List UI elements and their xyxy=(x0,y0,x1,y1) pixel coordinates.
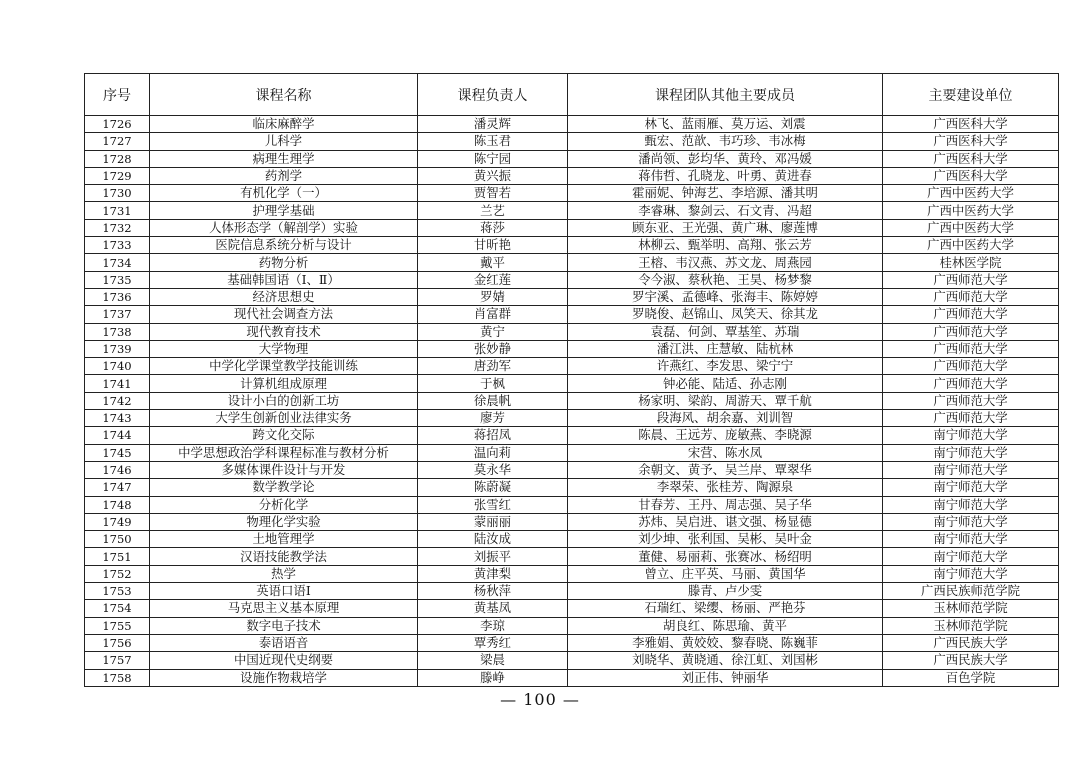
cell-course-leader: 徐晨帆 xyxy=(418,392,568,409)
cell-course-name: 病理生理学 xyxy=(150,150,418,167)
cell-institution: 广西中医药大学 xyxy=(883,185,1059,202)
cell-index: 1744 xyxy=(85,427,150,444)
cell-institution: 广西师范大学 xyxy=(883,375,1059,392)
cell-course-name: 临床麻醉学 xyxy=(150,116,418,133)
cell-index: 1747 xyxy=(85,479,150,496)
cell-course-name: 中学思想政治学科课程标准与教材分析 xyxy=(150,444,418,461)
cell-team-members: 段海风、胡余嘉、刘训智 xyxy=(568,410,883,427)
cell-course-leader: 黄兴振 xyxy=(418,167,568,184)
cell-course-leader: 滕峥 xyxy=(418,669,568,686)
cell-team-members: 许燕红、李发思、梁宁宁 xyxy=(568,358,883,375)
cell-index: 1753 xyxy=(85,583,150,600)
cell-index: 1728 xyxy=(85,150,150,167)
table-row xyxy=(85,271,1059,288)
cell-index: 1758 xyxy=(85,669,150,686)
cell-course-leader: 黄基凤 xyxy=(418,600,568,617)
cell-team-members: 霍丽妮、钟海艺、李培源、潘其明 xyxy=(568,185,883,202)
course-table-container xyxy=(84,73,1021,687)
cell-index: 1742 xyxy=(85,392,150,409)
cell-course-name: 现代教育技术 xyxy=(150,323,418,340)
cell-course-name: 儿科学 xyxy=(150,133,418,150)
cell-team-members: 董健、易丽莉、张赛冰、杨绍明 xyxy=(568,548,883,565)
cell-course-name: 护理学基础 xyxy=(150,202,418,219)
cell-team-members: 甘春芳、王丹、周志强、吴子华 xyxy=(568,496,883,513)
cell-course-leader: 陆汝成 xyxy=(418,531,568,548)
cell-index: 1730 xyxy=(85,185,150,202)
table-row xyxy=(85,150,1059,167)
cell-course-name: 分析化学 xyxy=(150,496,418,513)
cell-course-leader: 蒋招凤 xyxy=(418,427,568,444)
cell-index: 1739 xyxy=(85,340,150,357)
cell-team-members: 罗宇溪、孟德峰、张海丰、陈婷婷 xyxy=(568,288,883,305)
cell-course-name: 数学教学论 xyxy=(150,479,418,496)
header-course-leader: 课程负责人 xyxy=(418,74,568,116)
cell-course-leader: 陈蔚凝 xyxy=(418,479,568,496)
table-row xyxy=(85,617,1059,634)
cell-index: 1756 xyxy=(85,634,150,651)
cell-institution: 南宁师范大学 xyxy=(883,531,1059,548)
cell-index: 1737 xyxy=(85,306,150,323)
cell-course-name: 大学物理 xyxy=(150,340,418,357)
cell-team-members: 宋营、陈水凤 xyxy=(568,444,883,461)
cell-team-members: 甄宏、范歆、韦巧珍、韦冰梅 xyxy=(568,133,883,150)
cell-institution: 南宁师范大学 xyxy=(883,427,1059,444)
table-row xyxy=(85,323,1059,340)
table-row xyxy=(85,669,1059,686)
table-row xyxy=(85,116,1059,133)
cell-course-leader: 莫永华 xyxy=(418,461,568,478)
cell-team-members: 刘少坤、张利国、吴彬、吴叶金 xyxy=(568,531,883,548)
cell-index: 1743 xyxy=(85,410,150,427)
cell-team-members: 潘尚领、彭均华、黄玲、邓冯媛 xyxy=(568,150,883,167)
cell-course-leader: 于枫 xyxy=(418,375,568,392)
cell-course-leader: 贾智若 xyxy=(418,185,568,202)
cell-team-members: 蒋伟哲、孔晓龙、叶勇、黄进春 xyxy=(568,167,883,184)
cell-course-leader: 温向莉 xyxy=(418,444,568,461)
cell-course-leader: 杨秋萍 xyxy=(418,583,568,600)
cell-course-leader: 罗婧 xyxy=(418,288,568,305)
cell-course-name: 土地管理学 xyxy=(150,531,418,548)
cell-team-members: 滕青、卢少雯 xyxy=(568,583,883,600)
cell-institution: 广西师范大学 xyxy=(883,323,1059,340)
cell-course-leader: 张雪红 xyxy=(418,496,568,513)
cell-institution: 广西民族大学 xyxy=(883,634,1059,651)
cell-course-leader: 梁晨 xyxy=(418,652,568,669)
table-body xyxy=(85,116,1059,687)
cell-institution: 南宁师范大学 xyxy=(883,479,1059,496)
cell-index: 1738 xyxy=(85,323,150,340)
cell-institution: 南宁师范大学 xyxy=(883,461,1059,478)
cell-institution: 广西民族大学 xyxy=(883,652,1059,669)
cell-course-leader: 唐劲军 xyxy=(418,358,568,375)
cell-course-leader: 廖芳 xyxy=(418,410,568,427)
cell-institution: 广西医科大学 xyxy=(883,167,1059,184)
cell-team-members: 苏炜、吴启进、谌文强、杨显德 xyxy=(568,513,883,530)
cell-team-members: 顾东亚、王光强、黄广琳、廖莲博 xyxy=(568,219,883,236)
cell-course-leader: 刘振平 xyxy=(418,548,568,565)
cell-course-leader: 张妙静 xyxy=(418,340,568,357)
cell-team-members: 刘晓华、黄晓通、徐江虹、刘国彬 xyxy=(568,652,883,669)
cell-team-members: 曾立、庄平英、马丽、黄国华 xyxy=(568,565,883,582)
cell-course-name: 药物分析 xyxy=(150,254,418,271)
cell-institution: 广西中医药大学 xyxy=(883,202,1059,219)
cell-team-members: 李翠荣、张桂芳、陶源泉 xyxy=(568,479,883,496)
cell-index: 1733 xyxy=(85,237,150,254)
cell-course-name: 泰语语音 xyxy=(150,634,418,651)
cell-course-name: 汉语技能教学法 xyxy=(150,548,418,565)
table-row xyxy=(85,202,1059,219)
cell-course-name: 现代社会调查方法 xyxy=(150,306,418,323)
cell-index: 1729 xyxy=(85,167,150,184)
table-row xyxy=(85,219,1059,236)
cell-index: 1741 xyxy=(85,375,150,392)
cell-institution: 百色学院 xyxy=(883,669,1059,686)
cell-institution: 广西民族师范学院 xyxy=(883,583,1059,600)
cell-course-name: 大学生创新创业法律实务 xyxy=(150,410,418,427)
cell-institution: 广西师范大学 xyxy=(883,288,1059,305)
table-row xyxy=(85,340,1059,357)
table-row xyxy=(85,185,1059,202)
cell-course-leader: 戴平 xyxy=(418,254,568,271)
cell-course-name: 英语口语Ⅰ xyxy=(150,583,418,600)
table-row xyxy=(85,288,1059,305)
cell-team-members: 余朝文、黄予、吴兰岸、覃翠华 xyxy=(568,461,883,478)
cell-course-name: 多媒体课件设计与开发 xyxy=(150,461,418,478)
cell-course-leader: 金红莲 xyxy=(418,271,568,288)
cell-institution: 广西师范大学 xyxy=(883,306,1059,323)
cell-course-leader: 李琼 xyxy=(418,617,568,634)
cell-institution: 玉林师范学院 xyxy=(883,617,1059,634)
cell-institution: 玉林师范学院 xyxy=(883,600,1059,617)
page-number: — 100 — xyxy=(500,690,580,709)
cell-course-name: 跨文化交际 xyxy=(150,427,418,444)
cell-course-name: 物理化学实验 xyxy=(150,513,418,530)
cell-institution: 广西医科大学 xyxy=(883,133,1059,150)
cell-course-name: 经济思想史 xyxy=(150,288,418,305)
cell-team-members: 林飞、蓝雨雁、莫万运、刘震 xyxy=(568,116,883,133)
table-row xyxy=(85,583,1059,600)
table-row xyxy=(85,444,1059,461)
cell-team-members: 罗晓俊、赵锦山、凤笑天、徐其龙 xyxy=(568,306,883,323)
cell-course-name: 计算机组成原理 xyxy=(150,375,418,392)
cell-team-members: 令今淑、蔡秋艳、王昊、杨梦黎 xyxy=(568,271,883,288)
cell-index: 1736 xyxy=(85,288,150,305)
cell-institution: 广西师范大学 xyxy=(883,392,1059,409)
cell-institution: 南宁师范大学 xyxy=(883,496,1059,513)
cell-index: 1748 xyxy=(85,496,150,513)
cell-team-members: 石瑞红、梁缨、杨丽、严艳芬 xyxy=(568,600,883,617)
cell-course-leader: 覃秀红 xyxy=(418,634,568,651)
cell-index: 1732 xyxy=(85,219,150,236)
cell-course-name: 医院信息系统分析与设计 xyxy=(150,237,418,254)
cell-course-name: 设计小白的创新工坊 xyxy=(150,392,418,409)
cell-team-members: 袁磊、何剑、覃基笙、苏瑞 xyxy=(568,323,883,340)
cell-index: 1754 xyxy=(85,600,150,617)
cell-institution: 广西师范大学 xyxy=(883,410,1059,427)
cell-index: 1755 xyxy=(85,617,150,634)
table-row xyxy=(85,479,1059,496)
cell-course-leader: 陈宁园 xyxy=(418,150,568,167)
cell-index: 1734 xyxy=(85,254,150,271)
table-row xyxy=(85,496,1059,513)
cell-institution: 广西师范大学 xyxy=(883,271,1059,288)
cell-team-members: 林柳云、甄举明、高翔、张云芳 xyxy=(568,237,883,254)
cell-index: 1727 xyxy=(85,133,150,150)
table-row xyxy=(85,392,1059,409)
cell-index: 1731 xyxy=(85,202,150,219)
cell-institution: 广西医科大学 xyxy=(883,150,1059,167)
table-header-row xyxy=(85,74,1059,116)
cell-team-members: 刘正伟、钟丽华 xyxy=(568,669,883,686)
cell-course-name: 有机化学（一） xyxy=(150,185,418,202)
cell-course-name: 药剂学 xyxy=(150,167,418,184)
cell-institution: 广西师范大学 xyxy=(883,340,1059,357)
cell-team-members: 潘江洪、庄慧敏、陆杭林 xyxy=(568,340,883,357)
cell-institution: 南宁师范大学 xyxy=(883,444,1059,461)
table-row xyxy=(85,531,1059,548)
cell-index: 1749 xyxy=(85,513,150,530)
table-row xyxy=(85,167,1059,184)
cell-course-name: 人体形态学（解剖学）实验 xyxy=(150,219,418,236)
cell-institution: 南宁师范大学 xyxy=(883,548,1059,565)
cell-course-name: 中学化学课堂教学技能训练 xyxy=(150,358,418,375)
table-row xyxy=(85,461,1059,478)
table-row xyxy=(85,634,1059,651)
header-course-name: 课程名称 xyxy=(150,74,418,116)
table-row xyxy=(85,548,1059,565)
table-row xyxy=(85,306,1059,323)
cell-institution: 桂林医学院 xyxy=(883,254,1059,271)
cell-course-leader: 肖富群 xyxy=(418,306,568,323)
table-row xyxy=(85,410,1059,427)
cell-course-name: 马克思主义基本原理 xyxy=(150,600,418,617)
cell-index: 1746 xyxy=(85,461,150,478)
cell-course-leader: 陈玉君 xyxy=(418,133,568,150)
cell-team-members: 胡良红、陈思瑜、黄平 xyxy=(568,617,883,634)
cell-team-members: 李雅娟、黄姣姣、黎春晓、陈巍菲 xyxy=(568,634,883,651)
header-team-members: 课程团队其他主要成员 xyxy=(568,74,883,116)
header-index: 序号 xyxy=(85,74,150,116)
cell-index: 1751 xyxy=(85,548,150,565)
table-row xyxy=(85,427,1059,444)
table-row xyxy=(85,375,1059,392)
cell-course-leader: 潘灵辉 xyxy=(418,116,568,133)
cell-team-members: 钟必能、陆适、孙志刚 xyxy=(568,375,883,392)
cell-institution: 广西师范大学 xyxy=(883,358,1059,375)
cell-course-leader: 蒋莎 xyxy=(418,219,568,236)
cell-course-leader: 甘昕艳 xyxy=(418,237,568,254)
cell-index: 1745 xyxy=(85,444,150,461)
cell-institution: 南宁师范大学 xyxy=(883,565,1059,582)
cell-course-name: 基础韩国语（Ⅰ、Ⅱ） xyxy=(150,271,418,288)
cell-institution: 广西中医药大学 xyxy=(883,219,1059,236)
header-institution: 主要建设单位 xyxy=(883,74,1059,116)
table-row xyxy=(85,254,1059,271)
table-row xyxy=(85,513,1059,530)
table-row xyxy=(85,237,1059,254)
cell-institution: 南宁师范大学 xyxy=(883,513,1059,530)
cell-course-name: 中国近现代史纲要 xyxy=(150,652,418,669)
table-row xyxy=(85,600,1059,617)
cell-index: 1740 xyxy=(85,358,150,375)
cell-team-members: 杨家明、梁韵、周游天、覃千航 xyxy=(568,392,883,409)
cell-course-name: 数字电子技术 xyxy=(150,617,418,634)
table-row xyxy=(85,133,1059,150)
cell-index: 1750 xyxy=(85,531,150,548)
cell-institution: 广西医科大学 xyxy=(883,116,1059,133)
cell-course-leader: 黄宁 xyxy=(418,323,568,340)
cell-index: 1752 xyxy=(85,565,150,582)
cell-course-name: 热学 xyxy=(150,565,418,582)
cell-course-name: 设施作物栽培学 xyxy=(150,669,418,686)
cell-index: 1735 xyxy=(85,271,150,288)
cell-institution: 广西中医药大学 xyxy=(883,237,1059,254)
table-row xyxy=(85,358,1059,375)
cell-course-leader: 兰艺 xyxy=(418,202,568,219)
cell-team-members: 李睿琳、黎剑云、石文青、冯超 xyxy=(568,202,883,219)
cell-team-members: 王榕、韦汉燕、苏文龙、周燕园 xyxy=(568,254,883,271)
cell-index: 1757 xyxy=(85,652,150,669)
course-table xyxy=(84,73,1059,687)
cell-course-leader: 黄津梨 xyxy=(418,565,568,582)
cell-course-leader: 蒙丽丽 xyxy=(418,513,568,530)
cell-team-members: 陈晨、王远芳、庞敏燕、李晓源 xyxy=(568,427,883,444)
table-row xyxy=(85,565,1059,582)
table-row xyxy=(85,652,1059,669)
cell-index: 1726 xyxy=(85,116,150,133)
